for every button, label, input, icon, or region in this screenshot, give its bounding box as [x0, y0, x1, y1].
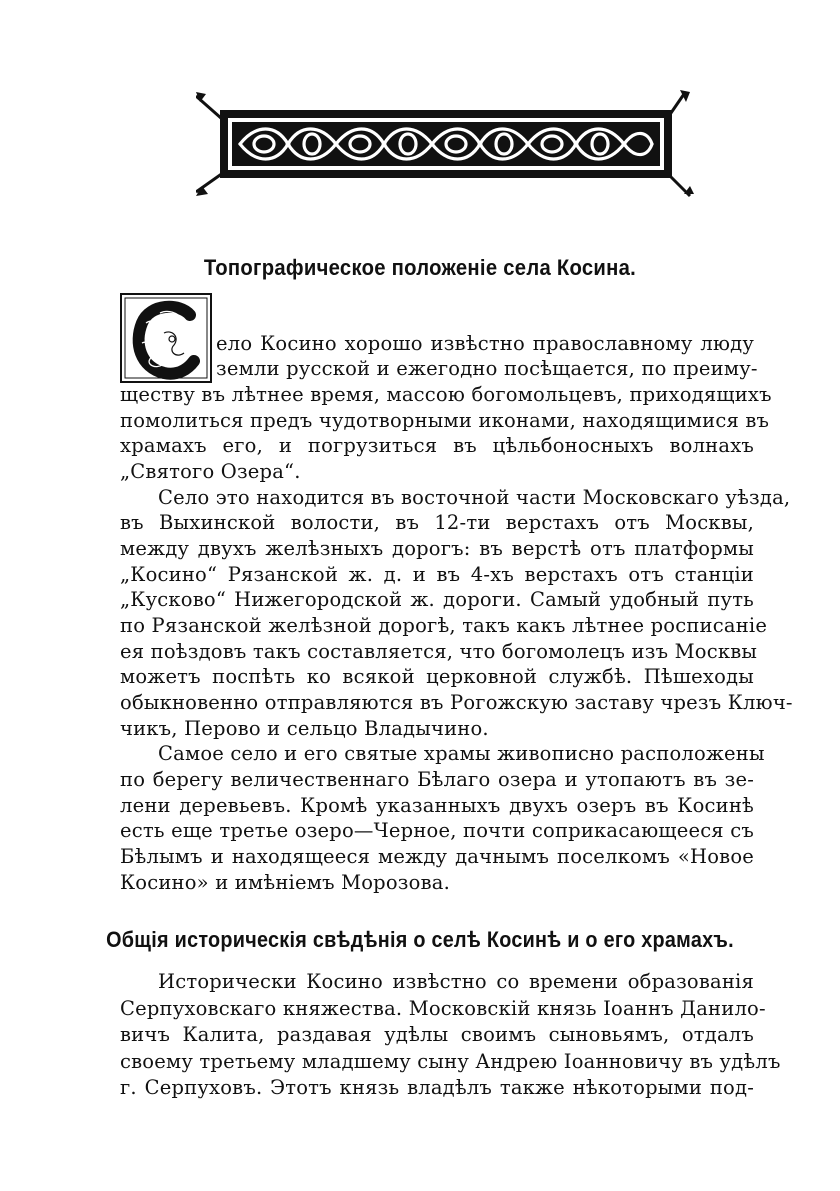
- ornamental-headpiece: [196, 88, 696, 198]
- body-line: чикъ, Перово и сельцо Владычино.: [120, 717, 489, 740]
- body-line: земли русской и ежегодно посѣщается, по преиму-: [216, 357, 758, 380]
- body-line: ществу въ лѣтнее время, массою богомольцевъ, приходящихъ: [120, 383, 772, 406]
- body-line: лени деревьевъ. Кромѣ указанныхъ двухъ озеръ въ Косинѣ: [120, 794, 754, 817]
- body-line: ея поѣздовъ такъ составляется, что богомолецъ изъ Москвы: [120, 640, 758, 663]
- dropcap-letter: [120, 293, 212, 383]
- body-line: по берегу величественнаго Бѣлаго озера и утопаютъ въ зе-: [120, 768, 754, 791]
- body-line: „Кусково“ Нижегородской ж. дороги. Самый удобный путь: [120, 588, 754, 611]
- body-line: по Рязанской желѣзной дорогѣ, такъ какъ лѣтнее росписанiе: [120, 614, 768, 637]
- body-line: обыкновенно отправляются въ Рогожскую заставу чрезъ Ключ-: [120, 691, 793, 714]
- body-line: въ Выхинской волости, въ 12-ти верстахъ отъ Москвы,: [120, 511, 754, 534]
- body-line: Исторически Косино извѣстно со времени образованiя: [158, 970, 754, 993]
- section-title-topography: Топографическое положенiе села Косина.: [203, 255, 637, 280]
- body-line: Самое село и его святые храмы живописно расположены: [158, 742, 765, 765]
- body-line: Серпуховскаго княжества. Московскiй князь Iоаннъ Данило-: [120, 997, 766, 1020]
- body-line: храмахъ его, и погрузиться въ цѣльбоносныхъ волнахъ: [120, 434, 754, 457]
- dropcap-ornament: [120, 293, 212, 383]
- body-line: г. Серпуховъ. Этотъ князь владѣлъ также нѣкоторыми под-: [120, 1076, 754, 1099]
- body-line: есть еще третье озеро—Черное, почти соприкасающееся съ: [120, 819, 754, 842]
- body-line: своему третьему младшему сыну Андрею Iоанновичу въ удѣлъ: [120, 1050, 781, 1073]
- body-line: Село это находится въ восточной части Московскаго уѣзда,: [158, 486, 791, 509]
- body-line: Косино» и имѣнiемъ Морозова.: [120, 871, 450, 894]
- body-line: Бѣлымъ и находящееся между дачнымъ поселкомъ «Новое: [120, 845, 754, 868]
- body-line: „Святого Озера“.: [120, 460, 301, 483]
- body-line: ело Косино хорошо извѣстно православному люду: [216, 332, 754, 355]
- body-line: „Косино“ Рязанской ж. д. и въ 4-хъ верстахъ отъ станцiи: [120, 563, 754, 586]
- body-line: можетъ поспѣть ко всякой церковной службѣ. Пѣшеходы: [120, 665, 754, 688]
- section-title-history: Общiя историческiя свѣдѣнiя о селѣ Косинѣ и о его храмахъ.: [106, 927, 734, 952]
- body-line: вичъ Калита, раздавая удѣлы своимъ сыновьямъ, отдалъ: [120, 1023, 754, 1046]
- body-line: помолиться предъ чудотворными иконами, находящимися въ: [120, 409, 770, 432]
- body-line: между двухъ желѣзныхъ дорогъ: въ верстѣ отъ платформы: [120, 537, 754, 560]
